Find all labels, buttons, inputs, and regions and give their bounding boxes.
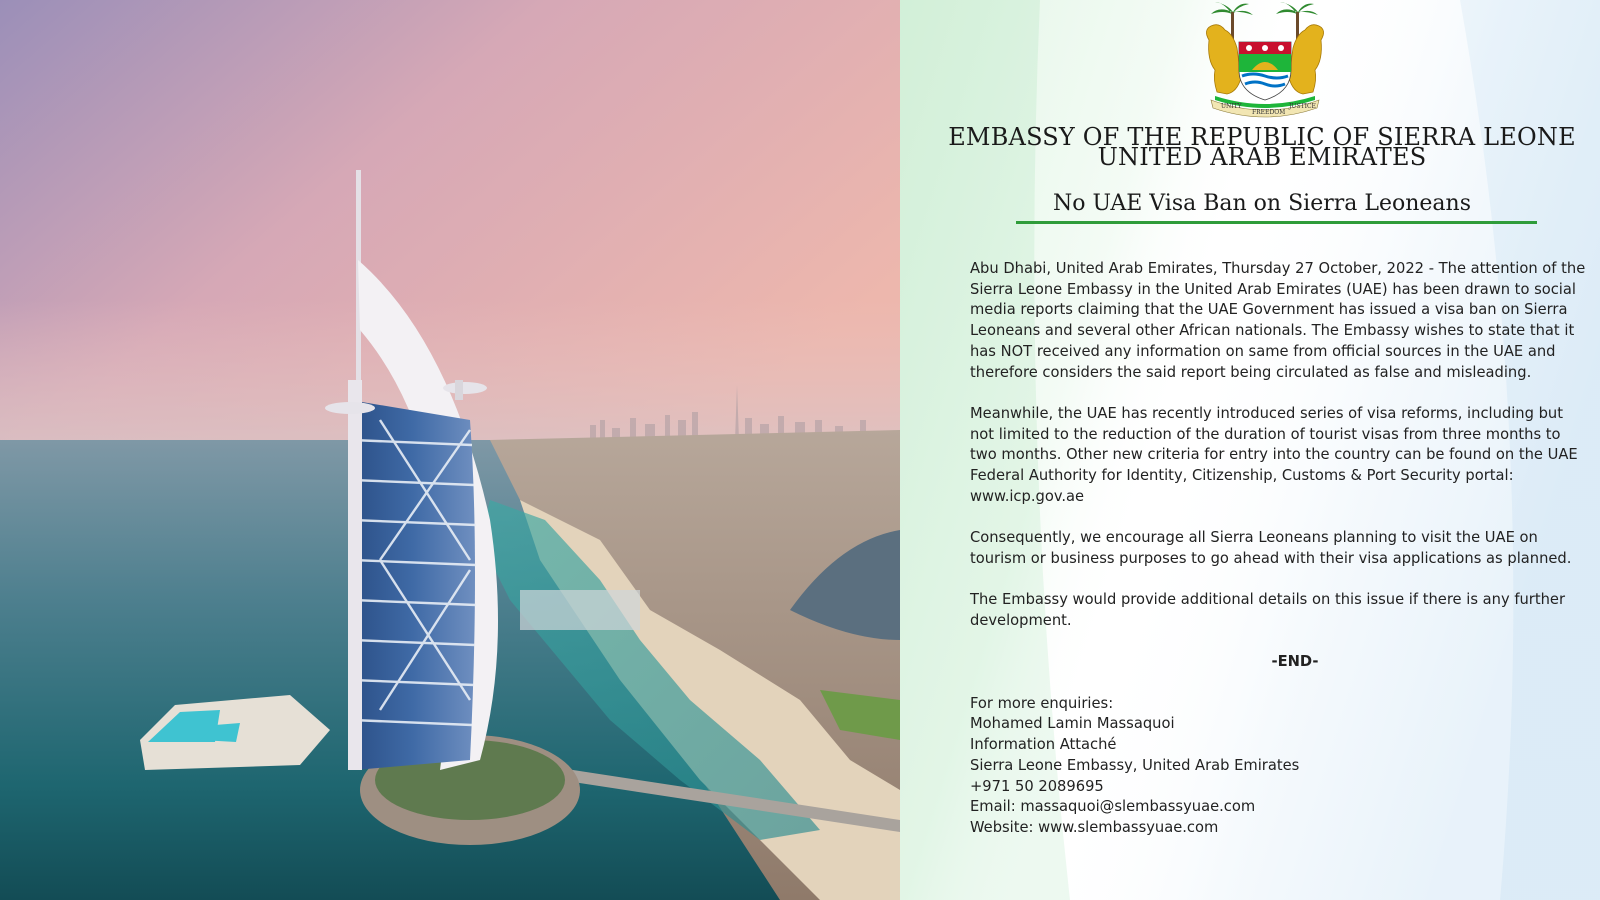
sierra-leone-coat-of-arms-icon bbox=[1197, 0, 1333, 118]
motto-unity: UNITY bbox=[1221, 103, 1242, 110]
paragraph-3: Consequently, we encourage all Sierra Leoneans planning to visit the UAE on tourism or business purposes to go ahead with their visa applications as planned. bbox=[970, 529, 1572, 567]
contact-phone: +971 50 2089695 bbox=[970, 777, 1104, 795]
contact-role: Information Attaché bbox=[970, 736, 1117, 754]
motto-freedom: FREEDOM bbox=[1252, 109, 1286, 116]
coat-of-arms bbox=[1197, 0, 1333, 118]
statement-body bbox=[970, 259, 1590, 839]
shield-icon bbox=[1239, 42, 1291, 100]
contact-organization: Sierra Leone Embassy, United Arab Emirates bbox=[970, 756, 1300, 774]
paragraph-2: Meanwhile, the UAE has recently introduced series of visa reforms, including but not limited to the reduction of the duration of tourist visas from three months to two months. Other new criteria for entry into the country can be found on the UAE Federal Authority for Identity, Citizenship, Customs & Port Security portal: www.icp.gov.ae bbox=[970, 404, 1578, 505]
paragraph-4: The Embassy would provide additional details on this issue if there is any further development. bbox=[970, 591, 1565, 629]
contact-website[interactable]: Website: www.slembassyuae.com bbox=[970, 818, 1219, 836]
embassy-name bbox=[900, 123, 1600, 171]
press-statement bbox=[900, 0, 1600, 900]
document-title: No UAE Visa Ban on Sierra Leoneans bbox=[1053, 191, 1471, 216]
paragraph-1: Abu Dhabi, United Arab Emirates, Thursday 27 October, 2022 - The attention of the Sierra Leone Embassy in the United Arab Emirates (UAE) has been drawn to social media reports claiming that the UAE Government has issued a visa ban on Sierra Leoneans and several other African nationals. The Embassy wishes to state that it has NOT received any information on same from official sources in the UAE and therefore considers the said report being circulated as false and misleading. bbox=[970, 260, 1586, 381]
motto-justice: JUSTICE bbox=[1289, 103, 1316, 110]
end-mark: -END- bbox=[1271, 653, 1319, 671]
contact-heading: For more enquiries: bbox=[970, 694, 1114, 712]
contact-block bbox=[970, 694, 1590, 839]
embassy-name-line-1: EMBASSY OF THE REPUBLIC OF SIERRA LEONE bbox=[948, 123, 1576, 151]
title-underline bbox=[1016, 221, 1537, 224]
embassy-name-line-2: UNITED ARAB EMIRATES bbox=[1097, 143, 1427, 171]
contact-name: Mohamed Lamin Massaquoi bbox=[970, 715, 1175, 733]
contact-email[interactable]: Email: massaquoi@slembassyuae.com bbox=[970, 798, 1256, 816]
